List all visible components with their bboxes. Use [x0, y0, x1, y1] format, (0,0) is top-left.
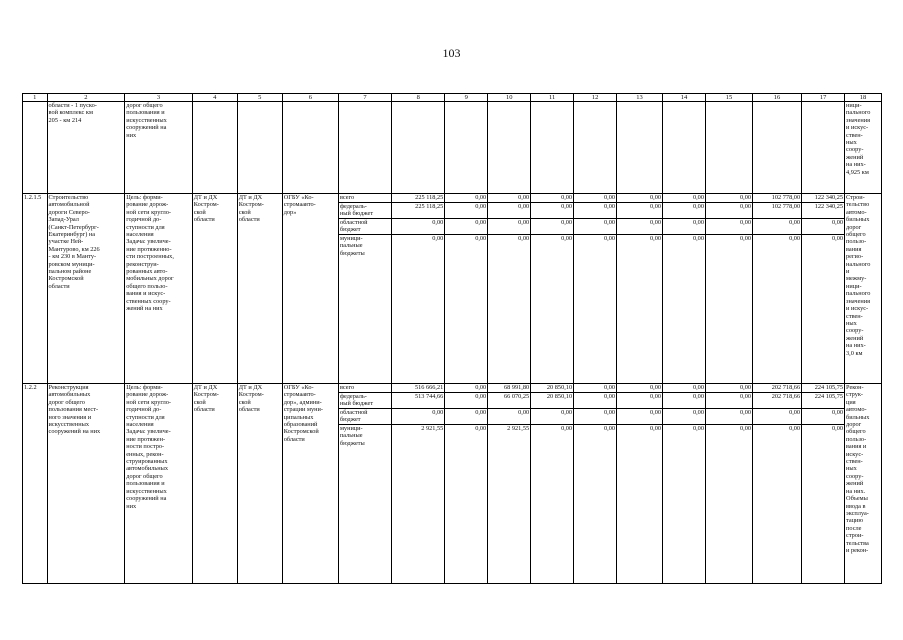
- amount-value: 0,00: [802, 409, 844, 425]
- c5-cell: [237, 384, 282, 584]
- amount-value: 0,00: [753, 409, 801, 425]
- amount-value: 0,00: [663, 409, 705, 425]
- amount-value: 0,00: [392, 409, 444, 425]
- column-number: 11: [531, 94, 574, 102]
- amount-value: 0,00: [789, 425, 801, 432]
- amount-value: 225 118,25: [392, 194, 444, 203]
- amount-value: 0,00: [604, 235, 616, 242]
- funding-source-label: областной бюджет: [339, 409, 391, 425]
- c18-text: ници- пального значения и искус- ствен- ных соору- жений на них- 4,925 км: [846, 102, 871, 176]
- amount-value: 0,00: [663, 393, 705, 409]
- amount-cell: [574, 102, 617, 194]
- amount-value: 0,00: [574, 409, 616, 425]
- amount-value: 0,00: [739, 235, 752, 242]
- amount-cell: [705, 384, 752, 584]
- amount-value: 0,00: [832, 425, 844, 432]
- amount-cell: [574, 194, 617, 384]
- amount-value: 0,00: [663, 219, 705, 235]
- c4-cell: [192, 194, 237, 384]
- amount-value: 0,00: [802, 219, 844, 235]
- column-number: 9: [445, 94, 488, 102]
- column-number: 2: [47, 94, 125, 102]
- amount-value: 102 778,00: [753, 194, 801, 203]
- column-number: 7: [338, 94, 391, 102]
- c4-cell: [192, 102, 237, 194]
- funding-source-label: областной бюджет: [339, 219, 391, 235]
- amount-value: 0,00: [488, 219, 530, 235]
- amount-cell: [488, 102, 531, 194]
- amount-value: 2 921,55: [421, 425, 444, 432]
- page-number: 103: [442, 46, 461, 60]
- column-number: 14: [663, 94, 706, 102]
- amount-value: 0,00: [445, 203, 487, 219]
- amount-value: 0,00: [432, 235, 444, 242]
- column-number: 15: [705, 94, 752, 102]
- c4-cell: [192, 384, 237, 584]
- amount-value: 0,00: [488, 203, 530, 219]
- c2-cell: [47, 194, 125, 384]
- amount-value: 0,00: [663, 384, 705, 393]
- c5-cell: [237, 102, 282, 194]
- amount-value: 0,00: [475, 425, 487, 432]
- amount-cell: [445, 102, 488, 194]
- program-table: [22, 93, 882, 584]
- amount-value: 122 340,25: [802, 194, 844, 203]
- column-number: 12: [574, 94, 617, 102]
- amount-value: 0,00: [445, 384, 487, 393]
- table-row: [23, 194, 882, 384]
- amount-cell: [802, 384, 845, 584]
- amount-value: 20 850,10: [531, 393, 573, 409]
- c3-cell: [125, 102, 192, 194]
- amount-cell: [753, 384, 802, 584]
- amount-value: 0,00: [617, 384, 662, 393]
- funding-source-label: федераль- ный бюджет: [339, 393, 391, 409]
- amount-cell: [392, 384, 445, 584]
- amount-value: 0,00: [663, 203, 705, 219]
- amount-value: 0,00: [706, 194, 752, 203]
- amount-value: 0,00: [392, 219, 444, 235]
- amount-value: 516 666,21: [392, 384, 444, 393]
- amount-value: 0,00: [574, 219, 616, 235]
- amount-value: 0,00: [445, 409, 487, 425]
- amount-value: 0,00: [739, 425, 752, 432]
- c1-cell: [23, 102, 48, 194]
- amount-value: 0,00: [706, 393, 752, 409]
- c6-cell: [282, 384, 338, 584]
- funding-source-label: всего: [339, 194, 391, 203]
- amount-value: 0,00: [445, 393, 487, 409]
- c18-text: Строи- тельство автомо- бильных дорог общего пользо- вания регио- нального и межму- ници- пального значения и искус- ствен- ных соору- жений на них- 3,0 км: [846, 194, 871, 357]
- c3-text: Цель: форми- рование дорож- ной сети кругло- годичной до- ступности для населения Задача: увеличе- ние протяженно- сти построенных, реконструи- рованных авто- мобильных дорог общего пользо- вания и искус- ственных соору- жений на них: [126, 194, 174, 313]
- c3-cell: [125, 384, 192, 584]
- amount-cell: [802, 102, 845, 194]
- amount-value: 513 744,66: [392, 393, 444, 409]
- amount-value: 0,00: [488, 194, 530, 203]
- amount-value: 0,00: [574, 384, 616, 393]
- funding-source-cell: [338, 102, 391, 194]
- column-number: 16: [753, 94, 802, 102]
- c2-text: области - 1 пуско- вой комплекс км 205 - км 214: [48, 102, 97, 124]
- amount-value: 0,00: [488, 409, 530, 425]
- amount-cell: [445, 194, 488, 384]
- c6-cell: [282, 194, 338, 384]
- c2-text: Строительство автомобильной дороги Северо- Запад-Урал (Санкт-Петербург- Екатеринбург) на участке Ней- Мантурово, км 226 - км 230 в Манту- ровском муници- пальном районе Костромской области: [48, 194, 100, 290]
- amount-value: 0,00: [531, 219, 573, 235]
- amount-value: 68 991,80: [488, 384, 530, 393]
- c2-text: Реконструкция автомобильных дорог общего пользования мест- ного значения и искусственных сооружений на них: [48, 384, 101, 436]
- amount-value: 0,00: [692, 425, 704, 432]
- c2-cell: [47, 384, 125, 584]
- c5-text: ДТ и ДХ Костром- ской области: [238, 384, 264, 414]
- amount-cell: [663, 102, 706, 194]
- c1-text: 1.2.1.5: [24, 194, 42, 201]
- c6-text: ОГБУ «Ко- стромаавто- дор»: [283, 194, 316, 216]
- amount-value: 202 718,66: [753, 384, 801, 393]
- c3-text: Цель: форми- рование дорож- ной сети кругло- годичной до- ступности для населения Задача: увеличе- ние протяжен- ности постро- енных, рекон- струированных автомобильных дорог общего пользования и искусственных сооружений на них: [126, 384, 171, 510]
- column-number: 6: [282, 94, 338, 102]
- column-number: 3: [125, 94, 192, 102]
- amount-value: 224 105,75: [802, 393, 844, 409]
- amount-cell: [488, 384, 531, 584]
- amount-value: 0,00: [706, 384, 752, 393]
- amount-value: 0,00: [445, 219, 487, 235]
- column-number: 5: [237, 94, 282, 102]
- amount-cell: [617, 194, 663, 384]
- column-number: 17: [802, 94, 845, 102]
- amount-value: 0,00: [531, 194, 573, 203]
- amount-cell: [753, 102, 802, 194]
- amount-value: 0,00: [617, 409, 662, 425]
- amount-cell: [531, 102, 574, 194]
- amount-value: 225 118,25: [392, 203, 444, 219]
- funding-source-label: всего: [339, 384, 391, 393]
- amount-cell: [392, 102, 445, 194]
- c5-cell: [237, 194, 282, 384]
- amount-cell: [705, 194, 752, 384]
- amount-value: 0,00: [617, 203, 662, 219]
- column-number: 1: [23, 94, 48, 102]
- amount-value: 2 921,55: [507, 425, 530, 432]
- c18-cell: [845, 102, 882, 194]
- column-number-row: [23, 94, 882, 102]
- amount-value: 0,00: [617, 219, 662, 235]
- amount-value: 0,00: [574, 393, 616, 409]
- amount-value: 0,00: [574, 194, 616, 203]
- amount-value: 0,00: [617, 194, 662, 203]
- amount-cell: [488, 194, 531, 384]
- amount-value: 20 850,10: [531, 384, 573, 393]
- amount-cell: [753, 194, 802, 384]
- amount-value: 0,00: [706, 409, 752, 425]
- c18-cell: [845, 194, 882, 384]
- amount-value: 0,00: [531, 409, 573, 425]
- column-number: 13: [617, 94, 663, 102]
- amount-value: 0,00: [663, 194, 705, 203]
- amount-value: 102 778,00: [753, 203, 801, 219]
- amount-value: 0,00: [650, 235, 662, 242]
- amount-value: 224 105,75: [802, 384, 844, 393]
- amount-cell: [531, 194, 574, 384]
- c2-cell: [47, 102, 125, 194]
- table-row: [23, 102, 882, 194]
- amount-value: 66 070,25: [488, 393, 530, 409]
- c4-text: ДТ и ДХ Костром- ской области: [193, 384, 219, 414]
- c5-text: ДТ и ДХ Костром- ской области: [238, 194, 264, 224]
- column-number: 18: [845, 94, 882, 102]
- amount-cell: [663, 384, 706, 584]
- amount-value: 122 340,25: [802, 203, 844, 219]
- c3-cell: [125, 194, 192, 384]
- c1-cell: [23, 194, 48, 384]
- amount-value: 0,00: [518, 235, 530, 242]
- c6-text: ОГБУ «Ко- стромаавто- дор», админи- страции муни- ципальных образований Костромской области: [283, 384, 323, 443]
- table-row: [23, 384, 882, 584]
- funding-source-label: муници- пальные бюджеты: [339, 235, 365, 257]
- column-number: 4: [192, 94, 237, 102]
- amount-value: 202 718,66: [753, 393, 801, 409]
- amount-value: 0,00: [475, 235, 487, 242]
- c1-cell: [23, 384, 48, 584]
- amount-value: 0,00: [561, 425, 573, 432]
- amount-value: 0,00: [832, 235, 844, 242]
- funding-source-cell: [338, 194, 391, 384]
- amount-value: 0,00: [561, 235, 573, 242]
- amount-value: 0,00: [706, 219, 752, 235]
- amount-cell: [531, 384, 574, 584]
- amount-cell: [617, 102, 663, 194]
- amount-value: 0,00: [692, 235, 704, 242]
- c4-text: ДТ и ДХ Костром- ской области: [193, 194, 219, 224]
- amount-value: 0,00: [604, 425, 616, 432]
- amount-value: 0,00: [650, 425, 662, 432]
- amount-value: 0,00: [617, 393, 662, 409]
- amount-value: 0,00: [706, 203, 752, 219]
- funding-source-cell: [338, 384, 391, 584]
- amount-value: 0,00: [445, 194, 487, 203]
- c1-text: 1.2.2: [24, 384, 37, 391]
- amount-cell: [802, 194, 845, 384]
- funding-source-label: муници- пальные бюджеты: [339, 425, 365, 447]
- c18-cell: [845, 384, 882, 584]
- amount-value: 0,00: [574, 203, 616, 219]
- c3-text: дорог общего пользования и искусственных сооружений на них: [126, 102, 167, 139]
- amount-value: 0,00: [531, 203, 573, 219]
- c18-text: Рекон- струк- ция автомо- бильных дорог общего пользо- вания и искус- ствен- ных соору- жений на них. Объемы ввода в эксплуа- тацию после строи- тельства и рекон-: [846, 384, 870, 554]
- amount-cell: [705, 102, 752, 194]
- amount-cell: [392, 194, 445, 384]
- amount-cell: [574, 384, 617, 584]
- funding-source-label: федераль- ный бюджет: [339, 203, 391, 219]
- amount-value: 0,00: [789, 235, 801, 242]
- column-number: 10: [488, 94, 531, 102]
- amount-cell: [663, 194, 706, 384]
- amount-value: 0,00: [753, 219, 801, 235]
- c6-cell: [282, 102, 338, 194]
- amount-cell: [445, 384, 488, 584]
- column-number: 8: [392, 94, 445, 102]
- amount-cell: [617, 384, 663, 584]
